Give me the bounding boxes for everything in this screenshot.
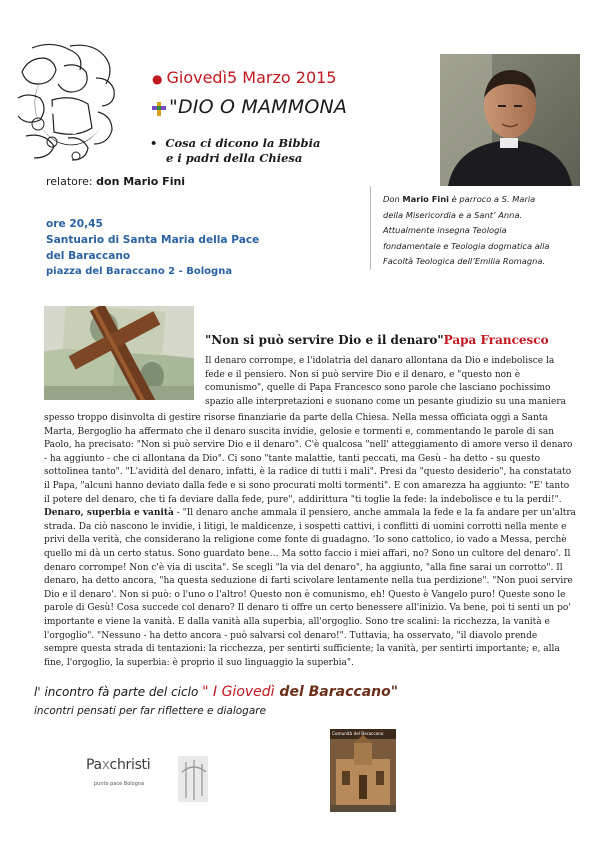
event-title: "DIO O MAMMONA bbox=[169, 96, 348, 118]
event-subtitle: • Cosa ci dicono la Bibbia e i padri della Chiesa bbox=[150, 136, 321, 165]
bullet-icon: ● bbox=[152, 72, 163, 86]
speaker-caption: Don Mario Fini è parroco a S. Maria della Misericordia e a Sant’ Anna. Attualmente insegna Teologia fondamentale e Teologia dogmatica alla Facoltà Teologica dell’Emilia Romagna. bbox=[370, 186, 593, 270]
venue-name-2: del Baraccano bbox=[46, 250, 131, 262]
cross-icon bbox=[152, 102, 166, 116]
speaker-name: don Mario Fini bbox=[96, 175, 186, 188]
event-date: ● Giovedì5 Marzo 2015 bbox=[152, 68, 337, 87]
article-author: Papa Francesco bbox=[443, 333, 549, 347]
venue-block bbox=[46, 216, 259, 280]
pax-christi-name: Paxchristi bbox=[86, 757, 151, 773]
series-note: l' incontro fà parte del ciclo " I Giovedì del Baraccano" bbox=[34, 684, 399, 700]
article-title: "Non si può servire Dio e il denaro"Papa Francesco bbox=[205, 333, 549, 347]
header-illustration bbox=[12, 38, 134, 166]
venue-address: piazza del Baraccano 2 - Bologna bbox=[46, 266, 233, 277]
money-cross-image bbox=[44, 306, 194, 400]
speaker-photo bbox=[440, 54, 580, 186]
event-time: ore 20,45 bbox=[46, 218, 103, 230]
venue-name: Santuario di Santa Maria della Pace bbox=[46, 234, 260, 246]
article-intro: Il denaro corrompe, e l'idolatria del danaro allontana da Dio e indebolisce la fede e il pensiero. Non si può servire Dio e il denaro, e "questo non è comunismo", quelle di Papa Francesco sono parole che lasciano pochissimo spazio alle interpretazioni e suonano come un pesante giudizio su una maniera bbox=[205, 356, 567, 407]
baraccano-caption: Comunità del Baraccano bbox=[332, 731, 384, 736]
bullet-icon: • bbox=[150, 136, 158, 150]
speaker-line: relatore: don Mario Fini bbox=[46, 175, 186, 188]
pax-christi-subtitle: punto pace Bologna bbox=[94, 781, 145, 787]
section-heading: Denaro, superbia e vanità bbox=[44, 508, 174, 519]
event-title-row bbox=[152, 96, 347, 118]
article-body: spesso troppo disinvolta di gestire risorse finanziarie da parte della Chiesa. Nella messa officiata oggi a Santa Marta, Bergoglio ha affermato che il denaro suscita invidie, gelosie e tormenti e, commentando le parole di san Paolo, ha precisato: "Non si può servire Dio e il denaro". C'è qualcosa "nell' atteggiamento di amore verso il denaro - ha aggiunto - che ci allontana da Dio". Ci sono "tante malattie, tanti peccati, ma Gesù - ha detto - su questo sottolinea tanto". "L'avidità del denaro, infatti, è la radice di tutti i mali". Presi da "questo desiderio", ha constatato il Papa, "alcuni hanno deviato dalla fede e si sono procurati molti tormenti". E con amarezza ha aggiunto: "E' tanto il potere del denaro, che ti fa deviare dalla fede, pure", addirittura "ti toglie la fede: la indebolisce e tu la perdi!". Denaro, superbia e vanità - "Il denaro anche ammala il pensiero, anche ammala la fede e la fa andare per un'altra strada. Da ciò nascono le invidie, i litigi, le maldicenze, i sospetti cattivi, i conflitti di uomini corrotti nella mente e privi della verità, che considerano la religione come fonte di guadagno. 'Io sono cattolico, io vado a Messa, perchè quello mi dà un certo status. Sono guardato bene… Ma sotto faccio i miei affari, no? Sono un cultore del denaro'. Il denaro corrompe! Non c'è via di uscita". Se scegli "la via del denaro", ha aggiunto, "alla fine sarai un corrotto". Il denaro, ha detto ancora, "ha questa seduzione di farti scivolare lentamente nella tua perdizione". "Non puoi servire Dio e il denaro'. Non si può: o l'uno o l'altro! Questo non è comunismo, eh! Questo è Vangelo puro! Queste sono le parole di Gesù! Cosa succede col denaro? Il denaro ti offre un certo benessere all'inizio. Va bene, poi ti senti un po' importante e viene la vanità. E dalla vanità alla superbia, all'orgoglio. Sono tre scalini: la ricchezza, la vanità e l'orgoglio". "Nessuno - ha detto ancora - può salvarsi col denaro!". Tuttavia, ha osservato, "il diavolo prende sempre questa strada di tentazioni: la ricchezza, per sentirti sufficiente; la vanità, per sentirti importante; e, alla fine, l'orgoglio, la superbia: è proprio il suo linguaggio la superbia". bbox=[44, 413, 577, 668]
baraccano-community-image bbox=[330, 729, 396, 812]
series-tagline: incontri pensati per far riflettere e dialogare bbox=[34, 705, 267, 717]
